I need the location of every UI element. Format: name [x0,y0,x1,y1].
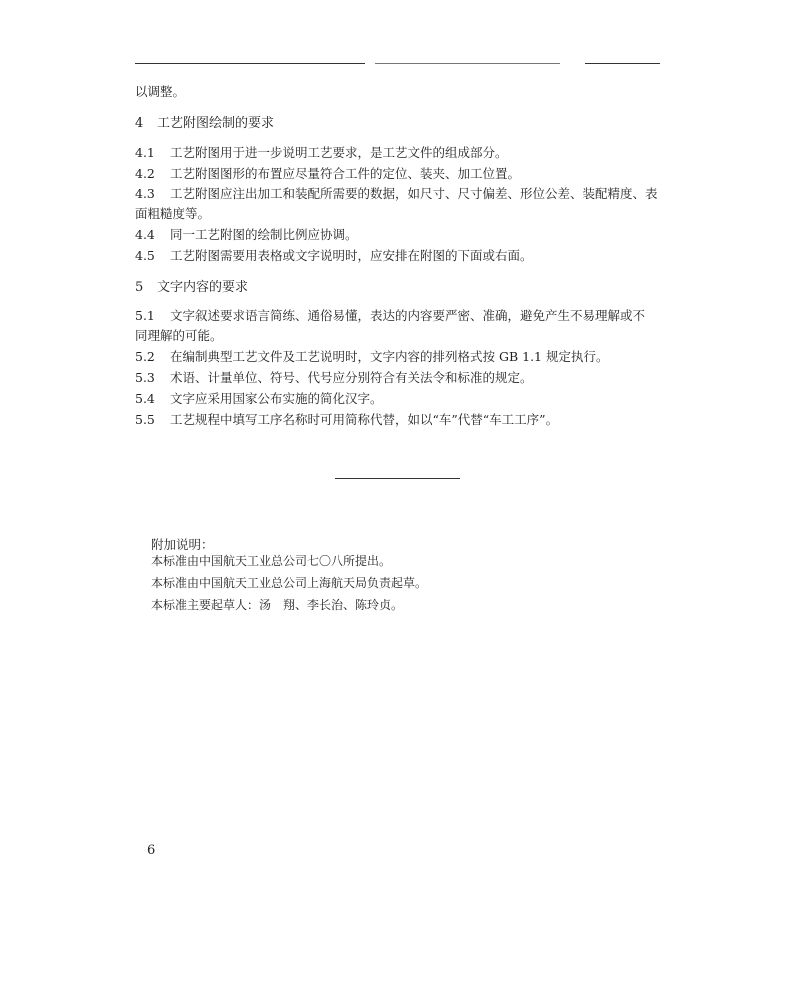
clause-number: 4.4 [135,227,155,242]
clause-text: 文字应采用国家公布实施的简化汉字。 [170,391,383,406]
clause-5-4 [135,391,383,407]
clause-4-1 [135,145,508,161]
section-number: 5 [135,280,144,295]
section-4-heading [135,116,274,132]
header-rule [585,63,660,64]
clause-4-3-continuation: 面粗糙度等。 [135,206,211,221]
clause-5-2 [135,349,608,365]
clause-number: 5.2 [135,349,155,364]
clause-4-3 [135,186,658,202]
clause-text: 工艺附图图形的布置应尽量符合工件的定位、装夹、加工位置。 [170,166,521,181]
clause-number: 4.3 [135,186,155,201]
clause-text: 工艺附图应注出加工和装配所需要的数据，如尺寸、尺寸偏差、形位公差、装配精度、表 [170,186,658,201]
clause-number: 5.4 [135,391,155,406]
clause-number: 4.5 [135,248,155,263]
page-number: 6 [147,843,156,858]
clause-number: 4.1 [135,145,155,160]
section-5-heading [135,280,248,296]
clause-number: 4.2 [135,166,155,181]
section-number: 4 [135,116,144,131]
clause-5-1-continuation: 同理解的可能。 [135,328,223,343]
note-line: 本标准由中国航天工业总公司七〇八所提出。 [151,554,392,568]
end-rule [335,478,460,479]
note-line: 本标准由中国航天工业总公司上海航天局负责起草。 [151,576,428,590]
clause-text: 术语、计量单位、符号、代号应分别符合有关法令和标准的规定。 [170,370,533,385]
header-rule [135,63,365,64]
clause-text: 文字叙述要求语言简练、通俗易懂，表达的内容要严密、准确，避免产生不易理解或不 [170,308,646,323]
clause-text: 工艺规程中填写工序名称时可用简称代替，如以“车”代替“车工工序”。 [170,412,559,427]
clause-text: 在编制典型工艺文件及工艺说明时，文字内容的排列格式按 GB 1.1 规定执行。 [170,349,609,364]
clause-5-1 [135,308,645,324]
notes-title: 附加说明： [151,537,214,552]
clause-text: 工艺附图需要用表格或文字说明时，应安排在附图的下面或右面。 [170,248,533,263]
clause-5-3 [135,370,533,386]
clause-4-4 [135,227,358,243]
clause-number: 5.1 [135,308,155,323]
clause-text: 工艺附图用于进一步说明工艺要求，是工艺文件的组成部分。 [170,145,508,160]
clause-4-5 [135,248,533,264]
clause-4-2 [135,166,520,182]
clause-5-5 [135,412,558,428]
section-title: 文字内容的要求 [157,280,249,295]
clause-number: 5.3 [135,370,155,385]
clause-text: 同一工艺附图的绘制比例应协调。 [170,227,358,242]
header-rule [375,63,560,64]
continuation-text: 以调整。 [135,84,186,99]
note-line: 本标准主要起草人：汤 翔、李长治、陈玲贞。 [151,598,404,612]
clause-number: 5.5 [135,412,155,427]
section-title: 工艺附图绘制的要求 [157,116,275,131]
